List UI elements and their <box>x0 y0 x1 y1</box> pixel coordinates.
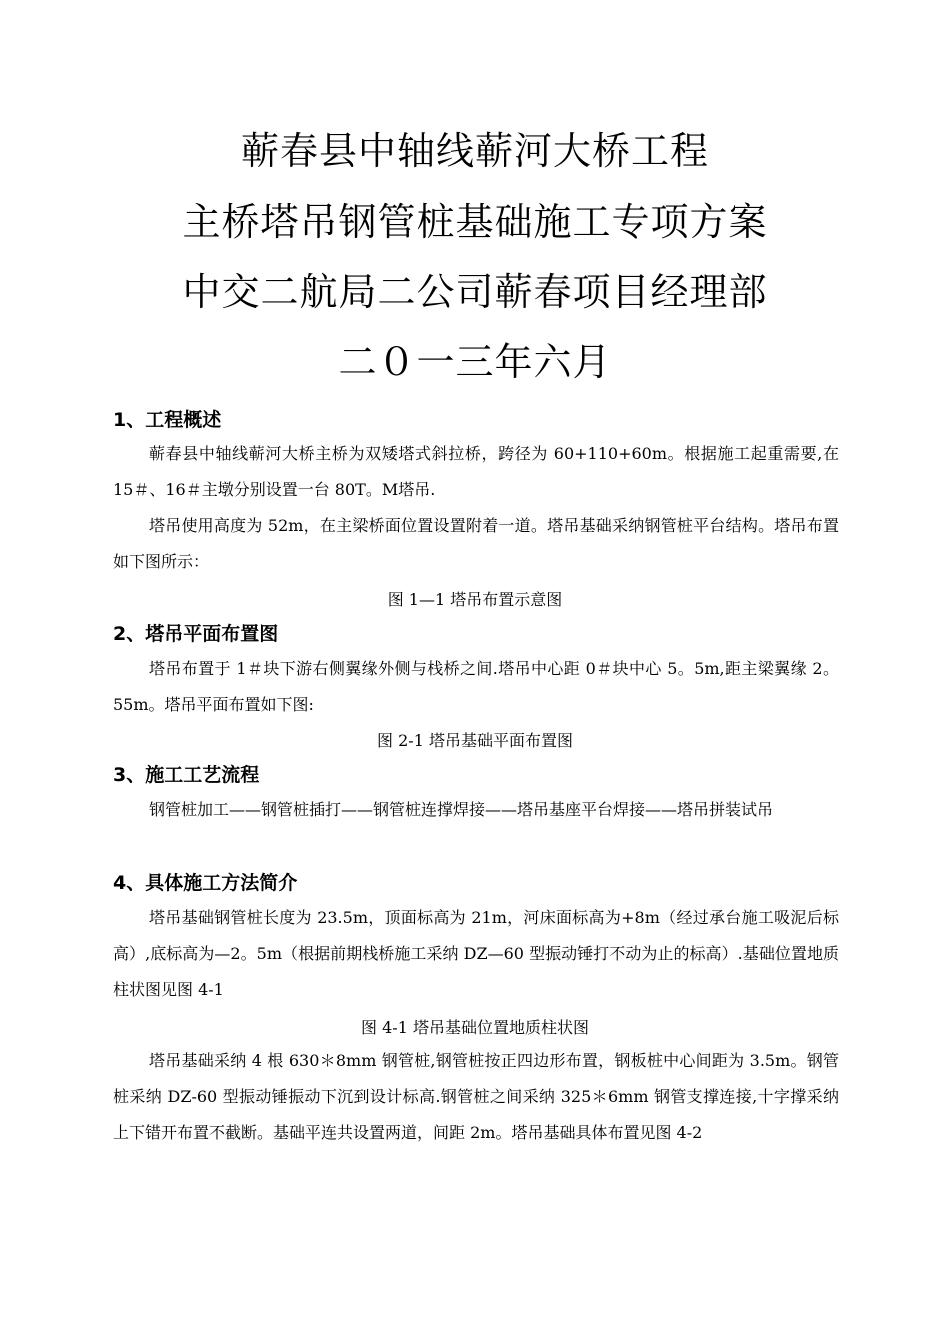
section-4-paragraph-2: 塔吊基础采纳 4 根 630＊8mm 钢管桩,钢管桩按正四边形布置，钢板桩中心间距为 3.5m。钢管桩采纳 DZ-60 型振动锤振动下沉到设计标高.钢管桩之间采纳 325＊6mm 钢管支撑连接,十字撑采纳上下错开布置不截断。基础平连共设置两道，间距 2m。塔吊基础具体布置见图 4-2 <box>113 1051 839 1142</box>
section-4-heading: 4、具体施工方法简介 <box>113 872 298 894</box>
section-1-paragraph-2: 塔吊使用高度为 52m，在主梁桥面位置设置附着一道。塔吊基础采纳钢管桩平台结构。塔吊布置如下图所示： <box>113 516 839 571</box>
figure-1-1-caption: 图 1—1 塔吊布置示意图 <box>387 590 563 609</box>
section-3-heading: 3、施工工艺流程 <box>113 764 260 786</box>
figure-2-1-caption: 图 2-1 塔吊基础平面布置图 <box>377 731 573 750</box>
title-date: 二０一三年六月 <box>338 340 612 384</box>
figure-4-1-caption: 图 4-1 塔吊基础位置地质柱状图 <box>361 1018 589 1037</box>
section-2-paragraph-1: 塔吊布置于 1＃块下游右侧翼缘外侧与栈桥之间.塔吊中心距 0＃块中心 5。5m,距主梁翼缘 2。55m。塔吊平面布置如下图: <box>113 659 839 714</box>
section-3-paragraph-1: 钢管桩加工——钢管桩插打——钢管桩连撑焊接——塔吊基座平台焊接——塔吊拼装试吊 <box>149 800 774 819</box>
section-2-heading: 2、塔吊平面布置图 <box>113 623 279 645</box>
title-organization: 中交二航局二公司蕲春项目经理部 <box>182 270 768 314</box>
section-1-heading: 1、工程概述 <box>113 409 222 431</box>
title-project-name: 蕲春县中轴线蕲河大桥工程 <box>240 129 709 173</box>
section-4-paragraph-1: 塔吊基础钢管桩长度为 23.5m，顶面标高为 21m，河床面标高为+8m（经过承台施工吸泥后标高）,底标高为—2。5m（根据前期栈桥施工采纳 DZ—60 型振动锤打不动为止的标高）.基础位置地质柱状图见图 4-1 <box>113 908 839 999</box>
section-1-paragraph-1: 蕲春县中轴线蕲河大桥主桥为双矮塔式斜拉桥，跨径为 60+110+60m。根据施工起重需要,在 15＃、16＃主墩分别设置一台 80T。M塔吊. <box>113 444 839 499</box>
title-plan-name: 主桥塔吊钢管桩基础施工专项方案 <box>182 200 768 244</box>
